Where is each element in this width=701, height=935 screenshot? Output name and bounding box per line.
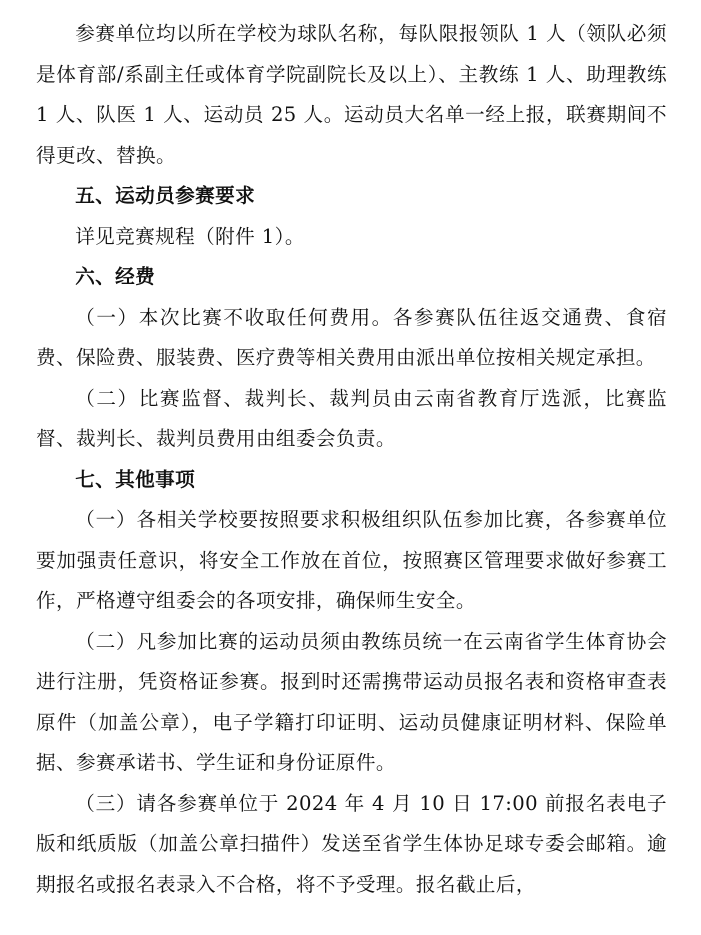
paragraph-other-2: （二）凡参加比赛的运动员须由教练员统一在云南省学生体育协会进行注册，凭资格证参赛。报到时还需携带运动员报名表和资格审查表原件（加盖公章），电子学籍打印证明、运动员健康证明材料、保险单据、参赛承诺书、学生证和身份证原件。 (36, 629, 667, 774)
heading-expenses: 六、经费 (75, 265, 156, 288)
paragraph-expenses-2: （二）比赛监督、裁判长、裁判员由云南省教育厅选派，比赛监督、裁判长、裁判员费用由组委会负责。 (36, 386, 667, 450)
paragraph-other-3: （三）请各参赛单位于 2024 年 4 月 10 日 17:00 前报名表电子版和纸质版（加盖公章扫描件）发送至省学生体协足球专委会邮箱。逾期报名或报名表录入不合格，将不予受理。报名截止后， (36, 791, 667, 896)
heading-other-matters: 七、其他事项 (75, 467, 196, 491)
paragraph-other-1: （一）各相关学校要按照要求积极组织队伍参加比赛，各参赛单位要加强责任意识，将安全工作放在首位，按照赛区管理要求做好参赛工作，严格遵守组委会的各项安排，确保师生安全。 (36, 508, 667, 612)
heading-athlete-requirements: 五、运动员参赛要求 (75, 184, 256, 207)
paragraph-expenses-1: （一）本次比赛不收取任何费用。各参赛队伍往返交通费、食宿费、保险费、服装费、医疗费等相关费用由派出单位按相关规定承担。 (36, 305, 667, 369)
paragraph-team-registration: 参赛单位均以所在学校为球队名称，每队限报领队 1 人（领队必须是体育部/系副主任或体育学院副院长及以上）、主教练 1 人、助理教练 1 人、队医 1 人、运动员 25 人。运动员大名单一经上报，联赛期间不得更改、替换。 (36, 22, 667, 167)
paragraph-see-rules: 详见竞赛规程（附件 1）。 (75, 224, 305, 248)
